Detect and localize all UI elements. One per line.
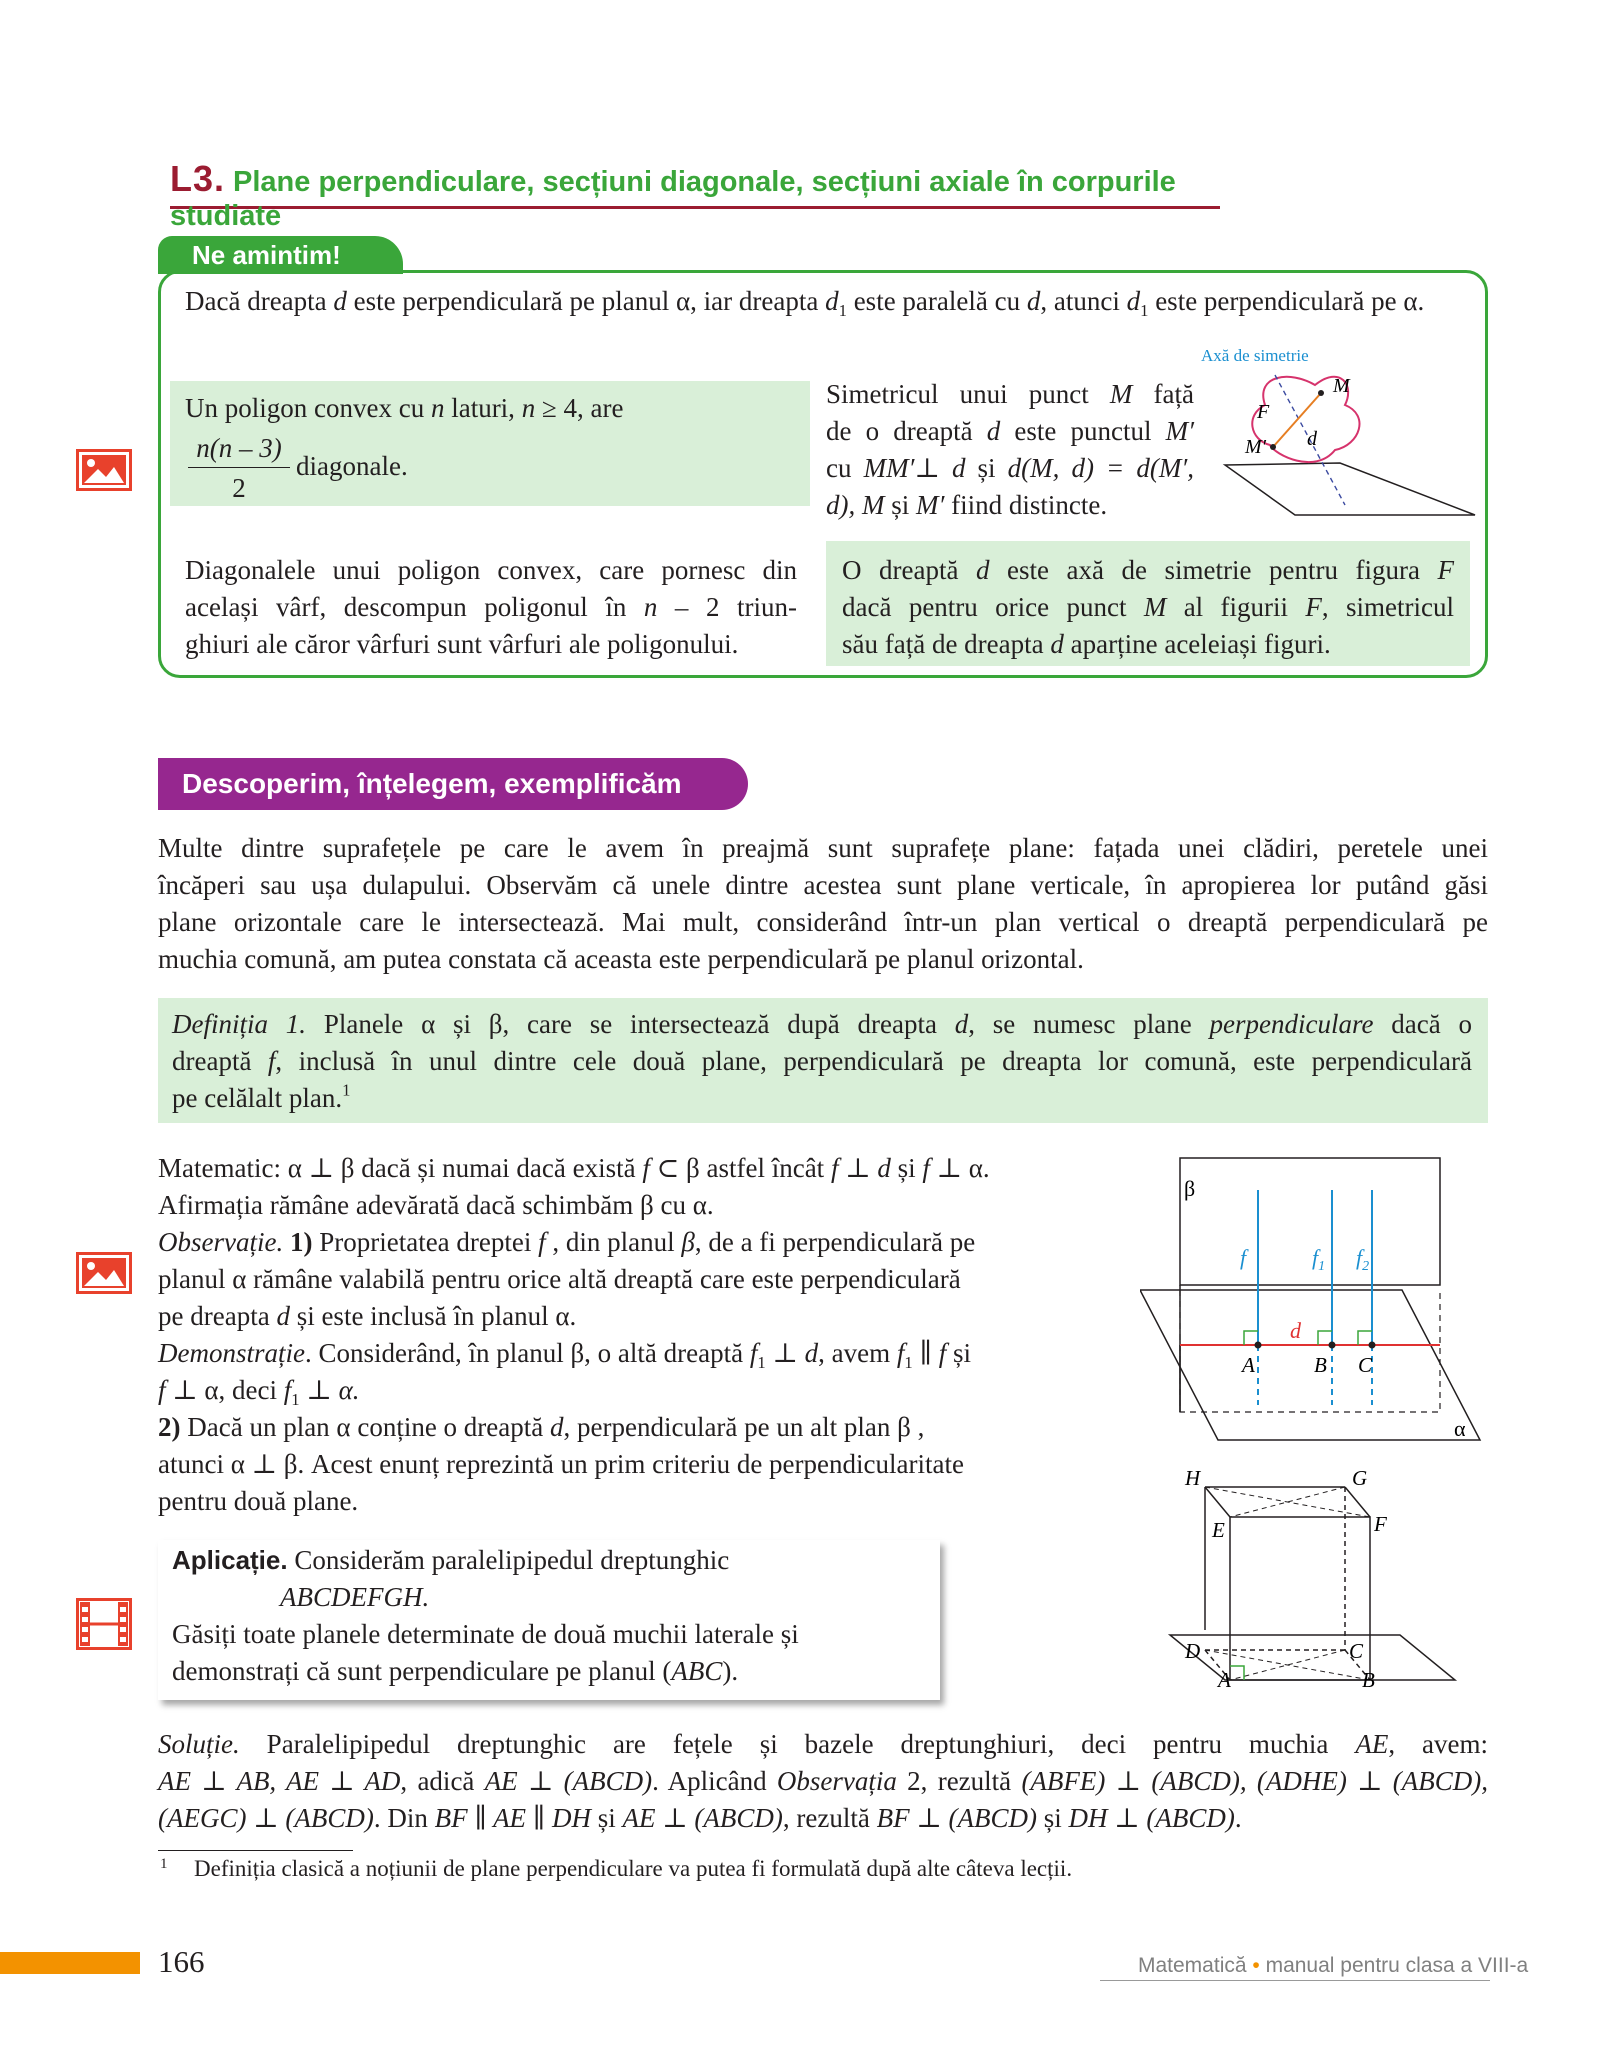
rectangular-box-figure: [1150, 1465, 1470, 1690]
footnote-text: Definiția clasică a noțiunii de plane perpendiculare va putea fi formulată după alte câteva lecții.: [194, 1856, 1073, 1881]
recall-intro: Dacă dreapta d este perpendiculară pe planul α, iar dreapta $d_1$ este paralelă cu d, atunci $d_1$ este perpendiculară pe α.: [185, 286, 1425, 320]
video-icon[interactable]: [76, 1598, 132, 1650]
lesson-number: L3.: [170, 158, 226, 199]
label-e: E: [1212, 1518, 1225, 1542]
label-f: F: [1374, 1512, 1387, 1536]
label-d: d: [1290, 1318, 1301, 1343]
page-number: 166: [158, 1944, 205, 1979]
label-c: C: [1349, 1639, 1364, 1663]
point-m: [1318, 390, 1324, 396]
intro-paragraph: Multe dintre suprafețele pe care le avem în preajmă sunt suprafețe plane: fațada unei clădiri, peretele unei încăperi sau ușa dulapului. Observăm că unele dintre acestea sunt plane verticale, în apropierea lor putând găsi plane orizontale care le intersectează. Mai mult, considerând într-un plan vertical o dreaptă perpendiculară pe muchia comună, am putea constata că aceasta este perpendiculară pe planul orizontal.: [158, 833, 1488, 974]
label-f: F: [1257, 401, 1270, 423]
label-f1: $f_1$: [1312, 1245, 1326, 1274]
discover-tab: Descoperim, înțelegem, exemplificăm: [158, 758, 748, 810]
label-g: G: [1352, 1466, 1368, 1490]
footnote-rule: [158, 1850, 353, 1851]
label-beta: β: [1184, 1176, 1196, 1201]
label-mp: M′: [1245, 436, 1267, 458]
label-h: H: [1185, 1466, 1201, 1490]
point-mp: [1270, 444, 1276, 450]
label-a: A: [1218, 1668, 1231, 1690]
label-b: B: [1314, 1353, 1327, 1377]
polygon-diagonals-word: diagonale.: [296, 451, 408, 481]
recall-tab: Ne amintim!: [158, 236, 403, 274]
symmetry-axis-text: O dreaptă d este axă de simetrie pentru figura F dacă pentru orice punct M al figurii F, simetricul său față de dreapta d aparține aceleiași figuri.: [842, 555, 1454, 659]
book-title: Matematică • manual pentru clasa a VIII-a: [1138, 1954, 1529, 1977]
plane-shape: [1225, 463, 1475, 515]
symmetry-axis-figure: [1195, 345, 1485, 525]
label-d: d: [1307, 428, 1317, 450]
footer-rule: [1100, 1980, 1490, 1981]
base-plane: [1170, 1635, 1455, 1680]
page-bar: [0, 1952, 140, 1974]
image-icon[interactable]: [76, 1252, 132, 1294]
diagonals-text: Diagonalele unui poligon convex, care pornesc din același vârf, descompun poligonul în n – 2 triun- ghiuri ale căror vârfuri sunt vârfuri ale poligonului.: [185, 555, 797, 659]
label-m: M: [1333, 375, 1350, 397]
label-alpha: α: [1454, 1416, 1466, 1441]
lesson-title: [170, 158, 1220, 232]
label-f: f: [1240, 1245, 1247, 1270]
plane-alpha: [1140, 1290, 1480, 1440]
symmetric-point-text: Simetricul unui punct M față de o dreaptă d este punctul M′ cu MM′⊥ d și d(M, d) = d(M′, d), M și M′ fiind distincte.: [826, 379, 1194, 520]
label-f2: $f_2$: [1356, 1245, 1370, 1274]
label-b: B: [1362, 1668, 1375, 1690]
axis-label: Axă de simetrie: [1201, 346, 1309, 365]
perpendicular-planes-figure: [1140, 1150, 1490, 1450]
footnote-number: 1: [160, 1856, 168, 1872]
observation-text: Matematic: α ⊥ β dacă și numai dacă există f ⊂ β astfel încât f ⊥ d și f ⊥ α. Afirmația rămâne adevărată dacă schimbăm β cu α. Observație. 1) Proprietatea dreptei f , din planul β, de a fi perpendiculară pe planul α rămâne valabilă pentru orice altă dreaptă care este perpendiculară pe dreapta d și este inclusă în planul α. Demonstrație. Considerând, în planul β, o altă dreaptă $f_1$ ⊥ d, avem $f_1$ ∥ f și f ⊥ α, deci $f_1$ ⊥ α. 2) Dacă un plan α conține o dreaptă d, perpendiculară pe un alt plan β , atunci α ⊥ β. Acest enunț reprezintă un prim criteriu de perpendicularitate pentru două plane.: [158, 1153, 990, 1516]
lesson-title-text: Plane perpendiculare, secțiuni diagonale, secțiuni axiale în corpurile studiate: [170, 166, 1176, 232]
definition-text: Definiția 1. Planele α și β, care se intersectează după dreapta d, se numesc plane perpendiculare dacă o dreaptă f, inclusă în unul dintre cele două plane, perpendiculară pe dreapta lor comună, este perpendiculară pe celălalt plan.$^1$: [172, 1009, 1472, 1113]
image-icon[interactable]: [76, 449, 132, 491]
label-a: A: [1242, 1353, 1255, 1377]
application-text: Aplicație. Considerăm paralelipipedul dreptunghic ABCDEFGH. Găsiți toate planele determinate de două muchii laterale și demonstrați că sunt perpendiculare pe planul (ABC).: [172, 1545, 799, 1686]
polygon-text: Un poligon convex cu n laturi, n ≥ 4, are: [185, 393, 624, 423]
fraction-denominator: 2: [232, 473, 246, 503]
solution-text: Soluție. Paralelipipedul dreptunghic are fețele și bazele dreptunghiuri, deci pentru muchia AE, avem: AE ⊥ AB, AE ⊥ AD, adică AE ⊥ (ABCD). Aplicând Observația 2, rezultă (ABFE) ⊥ (ABCD), (ADHE) ⊥ (ABCD), (AEGC) ⊥ (ABCD). Din BF ∥ AE ∥ DH și AE ⊥ (ABCD), rezultă BF ⊥ (ABCD) și DH ⊥ (ABCD).: [158, 1729, 1488, 1833]
label-d: D: [1185, 1639, 1201, 1663]
plane-beta-top: [1180, 1158, 1440, 1285]
fraction-numerator: n(n – 3): [188, 430, 290, 468]
label-c: C: [1358, 1353, 1373, 1377]
